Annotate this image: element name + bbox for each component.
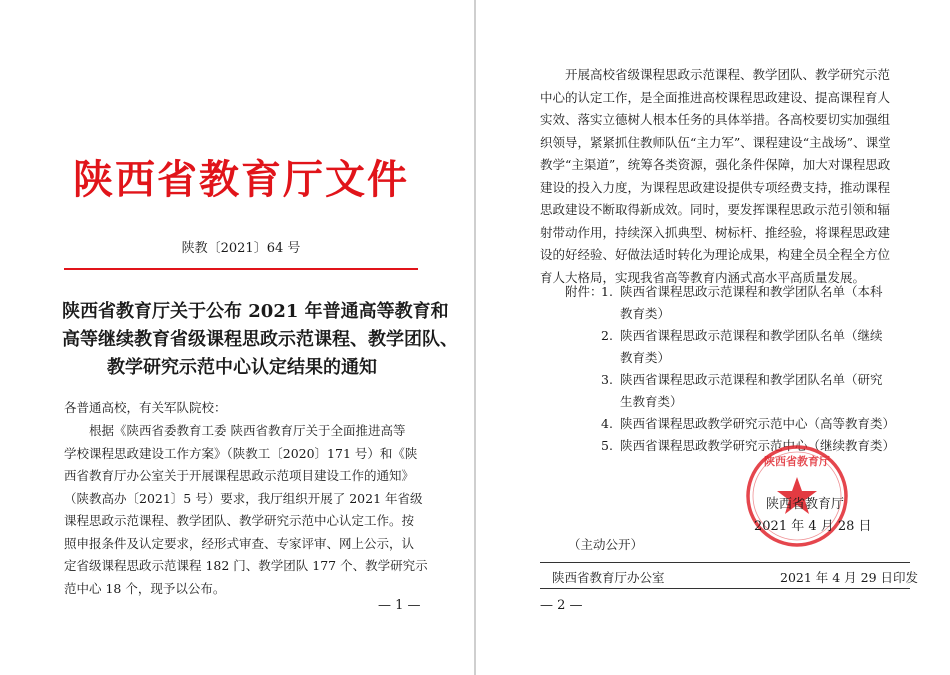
attachment-item: 陕西省课程思政示范课程和教学团队名单（本科 xyxy=(620,284,883,299)
right-body-text xyxy=(540,64,908,289)
footer-top-line xyxy=(540,562,910,563)
printing-office: 陕西省教育厅办公室 xyxy=(552,570,665,585)
issue-date: 2021 年 4 月 28 日 xyxy=(754,519,872,534)
notice-title xyxy=(62,298,458,382)
document-number: 陕教〔2021〕64 号 xyxy=(181,241,301,256)
attachments-label: 附件： xyxy=(540,284,603,299)
body-line: （陕教高办〔2021〕5 号）要求，我厅组织开展了 2021 年省级 xyxy=(64,490,423,506)
left-body-text xyxy=(64,420,428,600)
body-line: 育人大格局，实现我省高等教育内涵式高水平高质量发展。 xyxy=(540,269,866,285)
body-line: 根据《陕西省委教育工委 陕西省教育厅关于全面推进高等 xyxy=(64,423,406,438)
attachment-number: 3. xyxy=(601,372,613,387)
attachment-number: 5. xyxy=(601,438,613,453)
attachment-number: 1. xyxy=(601,284,613,299)
attachment-number: 2. xyxy=(601,328,613,343)
notice-title-line: 高等继续教育省级课程思政示范课程、教学团队、 xyxy=(62,329,458,350)
body-line: 中心的认定工作，是全面推进高校课程思政建设、提高课程育人 xyxy=(540,89,891,105)
print-date: 2021 年 4 月 29 日印发 xyxy=(780,570,919,585)
issuer-name: 陕西省教育厅 xyxy=(766,497,845,512)
attachment-item-continued: 教育类） xyxy=(620,350,671,365)
body-line: 定省级课程思政示范课程 182 门、教学团队 177 个、教学研究示 xyxy=(64,558,428,573)
body-line: 开展高校省级课程思政示范课程、教学团队、教学研究示范 xyxy=(540,67,891,82)
red-separator-line xyxy=(64,268,418,270)
attachment-item: 陕西省课程思政示范课程和教学团队名单（继续 xyxy=(620,328,883,343)
body-line: 西省教育厅办公室关于开展课程思政示范项目建设工作的通知》 xyxy=(64,468,415,483)
attachment-number: 4. xyxy=(601,416,613,431)
page-number-right: — 2 — xyxy=(540,598,583,613)
body-line: 建设的投入力度，为课程思政建设提供专项经费支持，推动课程 xyxy=(540,179,891,195)
attachment-item: 陕西省课程思政教学研究示范中心（继续教育类） xyxy=(620,438,896,453)
body-line: 教学“主渠道”，统筹各类资源，强化条件保障，加大对课程思政 xyxy=(540,157,891,172)
addressee: 各普通高校，有关军队院校： xyxy=(64,400,227,415)
page-number-left: — 1 — xyxy=(378,598,421,613)
body-line: 实效、落实立德树人根本任务的具体举措。各高校要切实加强组 xyxy=(540,112,891,127)
body-line: 织领导，紧紧抓住教师队伍“主力军”、课程建设“主战场”、课堂 xyxy=(540,134,891,150)
attachment-item-continued: 生教育类） xyxy=(620,394,683,409)
svg-text:陕西省教育厅: 陕西省教育厅 xyxy=(764,455,830,468)
body-line: 课程思政示范课程、教学团队、教学研究示范中心认定工作。按 xyxy=(64,513,415,528)
attachment-item: 陕西省课程思政示范课程和教学团队名单（研究 xyxy=(620,372,883,387)
body-line: 射带动作用，持续深入抓典型、树标杆、推经验，将课程思政建 xyxy=(540,224,891,240)
footer-bottom-line xyxy=(540,588,910,589)
attachment-item: 陕西省课程思政教学研究示范中心（高等教育类） xyxy=(620,416,896,431)
public-disclosure-note: （主动公开） xyxy=(568,537,644,552)
body-line: 范中心 18 个，现予以公布。 xyxy=(64,580,226,596)
body-line: 学校课程思政建设工作方案》（陕教工〔2020〕171 号）和《陕 xyxy=(64,445,418,461)
body-line: 思政建设不断取得新成效。同时，要发挥课程思政示范引领和辐 xyxy=(540,202,891,217)
body-line: 设的好经验、好做法适时转化为理论成果，构建全员全程全方位 xyxy=(540,247,891,262)
document-header-title: 陕西省教育厅文件 xyxy=(73,156,409,203)
notice-title-line: 教学研究示范中心认定结果的通知 xyxy=(107,357,377,378)
attachments-list xyxy=(540,281,910,457)
attachment-item-continued: 教育类） xyxy=(620,306,671,321)
body-line: 照申报条件及认定要求，经形式审查、专家评审、网上公示，认 xyxy=(64,535,415,551)
notice-title-line: 陕西省教育厅关于公布 2021 年普通高等教育和 xyxy=(62,301,449,322)
